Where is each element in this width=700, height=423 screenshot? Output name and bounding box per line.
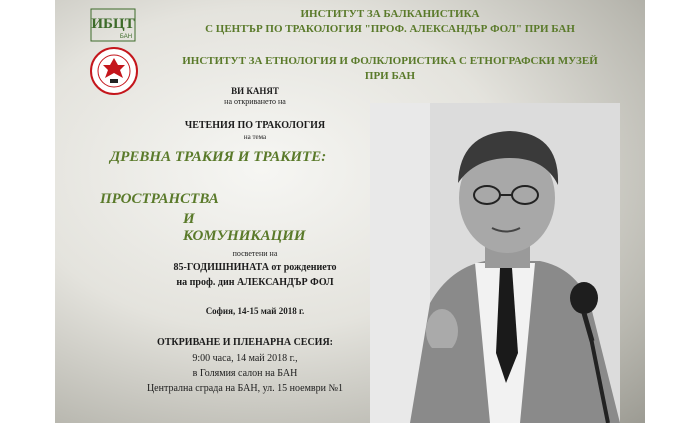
session-address: Централна сграда на БАН, ул. 15 ноември №1 bbox=[146, 383, 344, 394]
logo-sub: БАН bbox=[119, 34, 133, 40]
header-line-3: ИНСТИТУТ ЗА ЕТНОЛОГИЯ И ФОЛКЛОРИСТИКА С ЕТНОГРАФСКИ МУЗЕЙ bbox=[182, 55, 598, 67]
institute-logo bbox=[90, 8, 136, 42]
portrait-illustration bbox=[370, 103, 620, 423]
session-time: 9:00 часа, 14 май 2018 г., bbox=[192, 353, 298, 364]
embroidery-emblem-icon bbox=[92, 49, 136, 93]
anniversary-line-1: 85-ГОДИШНИНАТА от рождението bbox=[173, 262, 337, 273]
dedicated-to: посветени на bbox=[232, 249, 278, 258]
logo-text: ИБЦТ bbox=[91, 16, 135, 32]
place-date: София, 14-15 май 2018 г. bbox=[205, 306, 305, 316]
header-line-4: ПРИ БАН bbox=[364, 70, 416, 82]
you-invite: ВИ КАНЯТ bbox=[231, 86, 279, 96]
session-heading: ОТКРИВАНЕ И ПЛЕНАРНА СЕСИЯ: bbox=[156, 337, 334, 348]
event-title-2: ПРОСТРАНСТВА bbox=[100, 191, 219, 207]
event-title-3: И bbox=[183, 211, 195, 227]
ibct-logo-icon bbox=[90, 8, 136, 42]
on-topic: на тема bbox=[243, 133, 267, 141]
invitation-card bbox=[55, 0, 645, 423]
header-line-1: ИНСТИТУТ ЗА БАЛКАНИСТИКА bbox=[300, 8, 480, 20]
ethnology-institute-logo bbox=[90, 47, 138, 95]
event-title-4: КОМУНИКАЦИИ bbox=[183, 228, 306, 244]
event-title-1: ДРЕВНА ТРАКИЯ И ТРАКИТЕ: bbox=[110, 149, 327, 165]
to-opening: на откриването на bbox=[224, 97, 286, 106]
header-line-2: С ЦЕНТЪР ПО ТРАКОЛОГИЯ "ПРОФ. АЛЕКСАНДЪР ФОЛ" ПРИ БАН bbox=[205, 23, 575, 35]
session-hall: в Голямия салон на БАН bbox=[192, 368, 298, 379]
readings-title: ЧЕТЕНИЯ ПО ТРАКОЛОГИЯ bbox=[184, 120, 326, 131]
anniversary-line-2: на проф. дин АЛЕКСАНДЪР ФОЛ bbox=[176, 277, 334, 288]
portrait-photo bbox=[370, 103, 620, 423]
